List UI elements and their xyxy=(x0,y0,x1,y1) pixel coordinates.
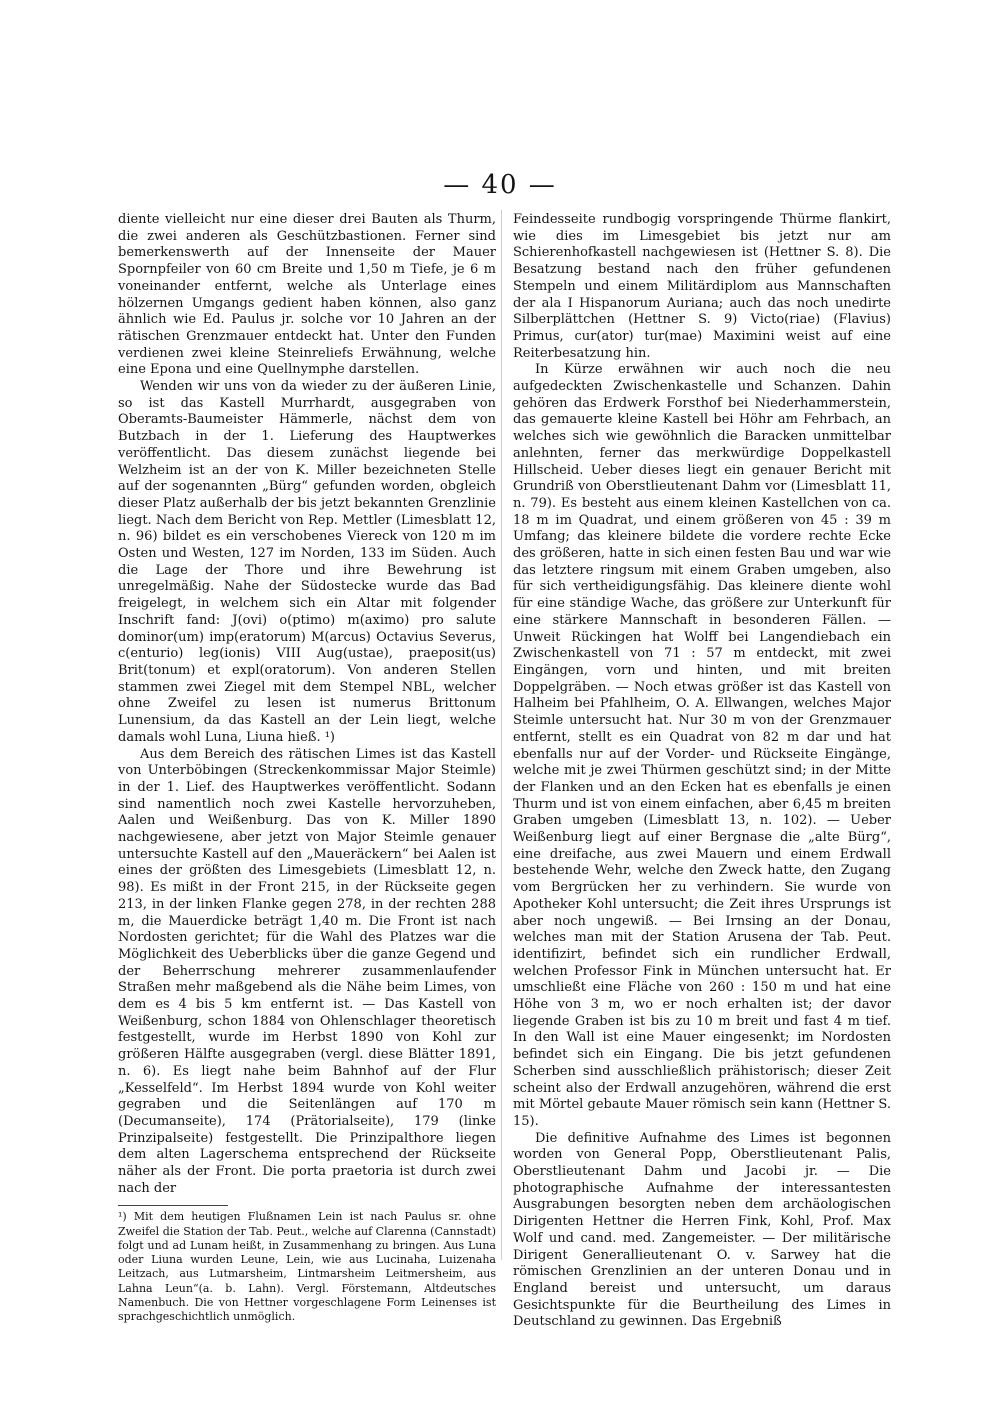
footnote-rule xyxy=(118,1205,228,1206)
paragraph: diente vielleicht nur eine dieser drei Bauten als Thurm, die zwei anderen als Geschützbastionen. Ferner sind bemerkenswerth auf der Innenseite der Mauer Spornpfeiler von 60 cm Breite und 1,50 m Tiefe, je 6 m voneinander entfernt, welche als Unterlage eines hölzernen Umgangs gedient haben können, also ganz ähnlich wie Ed. Paulus jr. solche vor 10 Jahren an der rätischen Grenzmauer entdeckt hat. Unter den Funden verdienen zwei kleine Steinreliefs Erwähnung, welche eine Epona und eine Quellnymphe darstellen. xyxy=(118,212,496,378)
paragraph: In Kürze erwähnen wir auch noch die neu aufgedeckten Zwischenkastelle und Schanzen. Dahin gehören das Erdwerk Forsthof bei Niederhammerstein, das gemauerte kleine Kastell bei Höhr am Fehrbach, an welches sich wie gewöhnlich die Baracken unmittelbar anlehnten, ferner das merkwürdige Doppelkastell Hillscheid. Ueber dieses liegt ein genauer Bericht mit Grundriß von Oberstlieutenant Dahm vor (Limesblatt 11, n. 79). Es besteht aus einem kleinen Kastellchen von ca. 18 m im Quadrat, und einem größeren von 45 : 39 m Umfang; das kleinere bildete die vordere rechte Ecke des größeren, hatte in sich einen festen Bau und war wie das letztere ringsum mit einem Graben umgeben, also für sich vertheidigungsfähig. Das kleinere diente wohl für eine ständige Wache, das größere zur Unterkunft für eine stärkere Mannschaft in besonderen Fällen. — Unweit Rückingen hat Wolff bei Langendiebach ein Zwischenkastell von 71 : 57 m entdeckt, mit zwei Eingängen, vorn und hinten, und mit breiten Doppelgräben. — Noch etwas größer ist das Kastell von Halheim bei Pfahlheim, O. A. Ellwangen, welches Major Steimle untersucht hat. Nur 30 m von der Grenzmauer entfernt, stellt es ein Quadrat von 82 m dar und hat ebenfalls nur auf der Vorder- und Rückseite Eingänge, welche mit je zwei Thürmen geschützt sind; in der Mitte der Flanken und an den Ecken hat es ebenfalls je einen Thurm und ist von einem einfachen, aber 6,45 m breiten Graben umgeben (Limesblatt 13, n. 102). — Ueber Weißenburg liegt auf einer Bergnase die „alte Bürg“, eine dreifache, aus zwei Mauern und einem Erdwall bestehende Wehr, welche den Zweck hatte, den Zugang vom Bergrücken her zu verhindern. Sie wurde von Apotheker Kohl untersucht; die Zeit ihres Ursprungs ist aber noch ungewiß. — Bei Irnsing an der Donau, welches man mit der Station Arusena der Tab. Peut. identifizirt, befindet sich ein rundlicher Erdwall, welchen Professor Fink in München untersucht hat. Er umschließt eine Fläche von 260 : 150 m und hat eine Höhe von 3 m, wo er noch erhalten ist; der davor liegende Graben ist bis zu 10 m breit und fast 4 m tief. In den Wall ist eine Mauer eingesenkt; im Nordosten befindet sich ein Eingang. Die bis jetzt gefundenen Scherben sind ausschließlich prähistorisch; dieser Zeit scheint also der Erdwall anzugehören, während die erst mit Mörtel gebaute Mauer römisch sein kann (Hettner S. 15). xyxy=(513,362,892,1129)
paragraph: Aus dem Bereich des rätischen Limes ist das Kastell von Unterböbingen (Streckenkommissar Major Steimle) in der 1. Lief. des Hauptwerkes veröffentlicht. Sodann sind namentlich noch zwei Kastelle hervorzuheben, Aalen und Weißenburg. Das von K. Miller 1890 nachgewiesene, aber jetzt von Major Steimle genauer untersuchte Kastell auf den „Maueräckern“ bei Aalen ist eines der größten des Limesgebiets (Limesblatt 12, n. 98). Es mißt in der Front 215, in der Rückseite gegen 213, in der linken Flanke gegen 278, in der rechten 288 m, die Mauerdicke beträgt 1,40 m. Die Front ist nach Nordosten gerichtet; für die Wahl des Platzes war die Möglichkeit des Ueberblicks über die ganze Gegend und der Beherrschung mehrerer zusammenlaufender Straßen mehr maßgebend als die Nähe beim Limes, von dem es 4 bis 5 km entfernt ist. — Das Kastell von Weißenburg, schon 1884 von Ohlenschlager theoretisch festgestellt, wurde im Herbst 1890 von Kohl zur größeren Hälfte ausgegraben (vergl. diese Blätter 1891, n. 6). Es liegt nahe beim Bahnhof auf der Flur „Kesselfeld“. Im Herbst 1894 wurde von Kohl weiter gegraben und die Seitenlängen auf 170 m (Decumanseite), 174 (Prätorialseite), 179 (linke Prinzipalseite) festgestellt. Die Prinzipalthore liegen dem alten Lagerschema entsprechend der Rückseite näher als der Front. Die porta praetoria ist durch zwei nach der xyxy=(118,746,496,1196)
page-number: — 40 — xyxy=(443,170,557,200)
paragraph: Wenden wir uns von da wieder zu der äußeren Linie, so ist das Kastell Murrhardt, ausgegraben von Oberamts-Baumeister Hämmerle, nächst dem von Butzbach in der 1. Lieferung des Hauptwerkes veröffentlicht. Das diesem zunächst liegende bei Welzheim ist an der von K. Miller bezeichneten Stelle auf der sogenannten „Bürg“ gefunden worden, obgleich dieser Platz außerhalb der bis jetzt bekannten Grenzlinie liegt. Nach dem Bericht von Rep. Mettler (Limesblatt 12, n. 96) bildet es ein verschobenes Viereck von 120 m im Osten und Westen, 127 im Norden, 133 im Süden. Auch die Lage der Thore und ihre Bewehrung ist unregelmäßig. Nahe der Südostecke wurde das Bad freigelegt, in welchem sich ein Altar mit folgender Inschrift fand: J(ovi) o(ptimo) m(aximo) pro salute dominor(um) imp(eratorum) M(arcus) Octavius Severus, c(enturio) leg(ionis) VIII Aug(ustae), praeposit(us) Brit(tonum) et expl(oratorum). Von anderen Stellen stammen zwei Ziegel mit dem Stempel NBL, welcher ohne Zweifel zu lesen ist numerus Brittonum Lunensium, da das Kastell an der Lein liegt, welche damals wohl Luna, Liuna hieß. ¹) xyxy=(118,379,496,745)
paragraph: Die definitive Aufnahme des Limes ist begonnen worden von General Popp, Oberstlieutenant Palis, Oberstlieutenant Dahm und Jacobi jr. — Die photographische Aufnahme der interessantesten Ausgrabungen besorgten neben dem archäologischen Dirigenten Hettner die Herren Fink, Kohl, Prof. Max Wolf und cand. med. Zangemeister. — Der militärische Dirigent Generallieutenant O. v. Sarwey hat die römischen Grenzlinien an der unteren Donau und in England bereist und untersucht, um daraus Gesichtspunkte für die Beurtheilung des Limes in Deutschland zu gewinnen. Das Ergebniß xyxy=(513,1130,891,1330)
footnote: ¹) Mit dem heutigen Flußnamen Lein ist nach Paulus sr. ohne Zweifel die Station der Tab. Peut., welche auf Clarenna (Cannstadt) folgt und ad Lunam heißt, in Zusammenhang zu bringen. Aus Luna oder Liuna wurden Leune, Lein, wie aus Lucinaha, Luizenaha Leitzach, aus Lutmarsheim, Lintmarsheim Leitmersheim, aus Lahna Leun“(a. b. Lahn). Vergl. Förstemann, Altdeutsches Namenbuch. Die von Hettner vorgeschlagene Form Leinenses ist sprachgeschichtlich unmöglich. xyxy=(118,1210,496,1323)
column-divider xyxy=(501,210,502,1260)
right-column xyxy=(513,212,891,1331)
left-column xyxy=(118,212,496,1324)
paragraph: Feindesseite rundbogig vorspringende Thürme flankirt, wie dies im Limesgebiet bis jetzt nur am Schierenhofkastell nachgewiesen ist (Hettner S. 8). Die Besatzung bestand nach den früher gefundenen Stempeln und einem Militärdiplom aus Mannschaften der ala I Hispanorum Auriana; auch das noch unedirte Silberplättchen (Hettner S. 9) Victo(riae) (Flavius) Primus, cur(ator) tur(mae) Maximini weist auf eine Reiterbesatzung hin. xyxy=(513,212,891,361)
